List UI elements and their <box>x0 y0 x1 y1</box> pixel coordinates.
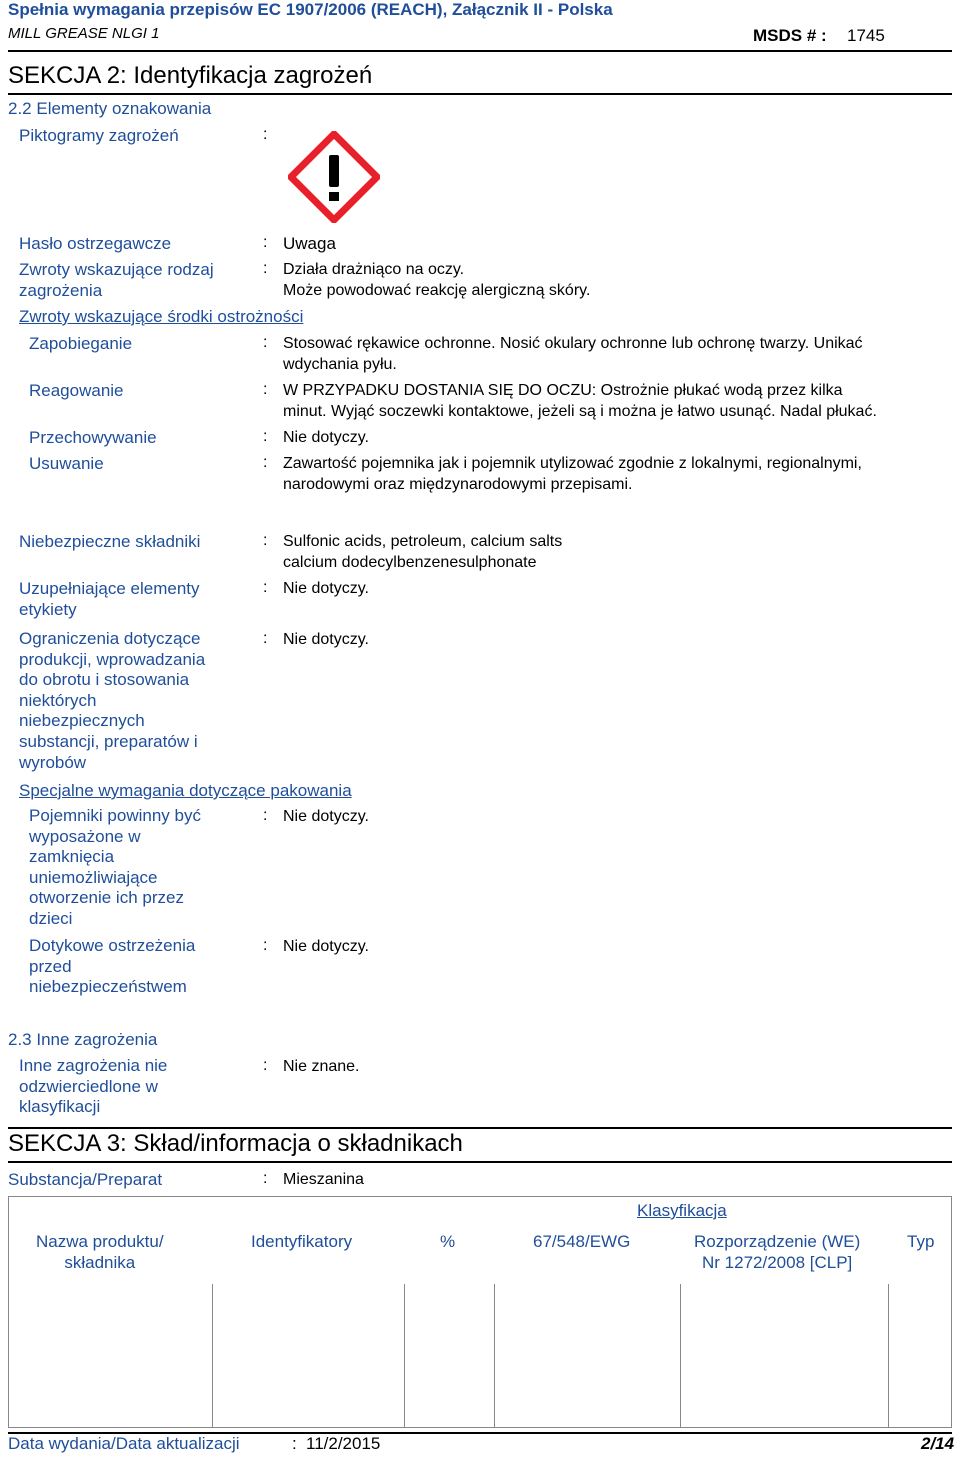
table-column-divider <box>888 1284 889 1427</box>
section-3-top-divider <box>8 1127 952 1129</box>
restrictions-value: Nie dotyczy. <box>283 631 369 648</box>
colon: : <box>263 454 268 471</box>
prevention-label: Zapobieganie <box>29 334 133 353</box>
column-header-percent: % <box>440 1232 456 1251</box>
issue-date-value: 11/2/2015 <box>306 1434 381 1453</box>
colon: : <box>263 807 268 824</box>
document-top-title: Spełnia wymagania przepisów EC 1907/2006 (REACH), Załącznik II - Polska <box>8 0 613 19</box>
storage-label: Przechowywanie <box>29 428 157 447</box>
disposal-value: Zawartość pojemnika jak i pojemnik utylizować zgodnie z lokalnymi, regionalnymi, narodowymi oraz międzynarodowymi przepisami. <box>283 455 862 493</box>
supplemental-label: Uzupełniające elementy etykiety <box>19 579 200 619</box>
tactile-warning-label: Dotykowe ostrzeżenia przed niebezpieczeństwem <box>29 936 196 997</box>
colon: : <box>263 579 268 596</box>
prevention-value: Stosować rękawice ochronne. Nosić okulary ochronne lub ochronę twarzy. Unikać wdychania pyłu. <box>283 335 863 373</box>
substance-label: Substancja/Preparat <box>8 1170 163 1189</box>
colon: : <box>263 532 268 549</box>
packaging-heading: Specjalne wymagania dotyczące pakowania <box>19 781 352 800</box>
column-header-identifiers: Identyfikatory <box>251 1232 353 1251</box>
colon: : <box>263 428 268 445</box>
exclamation-mark-diamond-icon <box>288 131 380 223</box>
section-2-title: SEKCJA 2: Identyfikacja zagrożeń <box>8 62 373 89</box>
subsection-2-2-title: 2.2 Elementy oznakowania <box>8 99 212 118</box>
signal-word-value: Uwaga <box>283 234 336 253</box>
column-header-clp: Rozporządzenie (WE) Nr 1272/2008 [CLP] <box>694 1232 861 1272</box>
colon: : <box>263 630 268 647</box>
colon: : <box>263 1170 268 1187</box>
msds-number: 1745 <box>847 26 885 45</box>
column-header-type: Typ <box>907 1232 935 1251</box>
header-divider <box>8 50 952 52</box>
msds-label: MSDS # : <box>753 26 827 45</box>
table-column-divider <box>212 1284 213 1427</box>
disposal-label: Usuwanie <box>29 454 104 473</box>
response-label: Reagowanie <box>29 381 124 400</box>
child-resistant-value: Nie dotyczy. <box>283 808 369 825</box>
colon: : <box>263 1057 268 1074</box>
column-header-product-name: Nazwa produktu/ składnika <box>36 1232 164 1272</box>
colon: : <box>263 234 268 251</box>
restrictions-label: Ograniczenia dotyczące produkcji, wprowadzania do obrotu i stosowania niektórych niebezpiecznych substancji, preparatów i wyrobów <box>19 629 206 772</box>
section-2-divider <box>8 93 952 95</box>
other-hazards-label: Inne zagrożenia nie odzwierciedlone w klasyfikacji <box>19 1056 168 1117</box>
signal-word-label: Hasło ostrzegawcze <box>19 234 172 253</box>
section-3-title: SEKCJA 3: Skład/informacja o składnikach <box>8 1130 463 1157</box>
section-3-divider <box>8 1161 952 1163</box>
colon: : <box>292 1434 297 1453</box>
classification-header: Klasyfikacja <box>637 1201 727 1220</box>
tactile-warning-value: Nie dotyczy. <box>283 938 369 955</box>
subsection-2-3-title: 2.3 Inne zagrożenia <box>8 1030 158 1049</box>
table-column-divider <box>494 1284 495 1427</box>
column-header-67-548-ewg: 67/548/EWG <box>533 1232 631 1251</box>
colon: : <box>263 334 268 351</box>
product-name: MILL GREASE NLGI 1 <box>8 25 160 42</box>
other-hazards-value: Nie znane. <box>283 1058 360 1075</box>
supplemental-value: Nie dotyczy. <box>283 580 369 597</box>
table-column-divider <box>680 1284 681 1427</box>
colon: : <box>263 381 268 398</box>
hazard-statements-value: Działa drażniąco na oczy. Może powodować reakcję alergiczną skóry. <box>283 261 591 299</box>
pictograms-label: Piktogramy zagrożeń <box>19 126 179 145</box>
hazard-statements-label: Zwroty wskazujące rodzaj zagrożenia <box>19 260 214 300</box>
colon: : <box>263 126 268 143</box>
substance-value: Mieszanina <box>283 1171 364 1188</box>
storage-value: Nie dotyczy. <box>283 429 369 446</box>
table-column-divider <box>404 1284 405 1427</box>
composition-table <box>8 1196 952 1428</box>
child-resistant-label: Pojemniki powinny być wyposażone w zamknięcia uniemożliwiające otworzenie ich przez dzieci <box>29 806 201 928</box>
colon: : <box>263 937 268 954</box>
hazardous-ingredients-value: Sulfonic acids, petroleum, calcium salts calcium dodecylbenzenesulphonate <box>283 533 563 571</box>
colon: : <box>263 260 268 277</box>
response-value: W PRZYPADKU DOSTANIA SIĘ DO OCZU: Ostrożnie płukać wodą przez kilka minut. Wyjąć soczewki kontaktowe, jeżeli są i można je łatwo usunąć. Nadal płukać. <box>283 382 877 420</box>
hazardous-ingredients-label: Niebezpieczne składniki <box>19 532 201 551</box>
page-number: 2/14 <box>921 1434 955 1453</box>
precautionary-statements-heading: Zwroty wskazujące środki ostrożności <box>19 307 304 326</box>
issue-date-label: Data wydania/Data aktualizacji <box>8 1434 240 1453</box>
